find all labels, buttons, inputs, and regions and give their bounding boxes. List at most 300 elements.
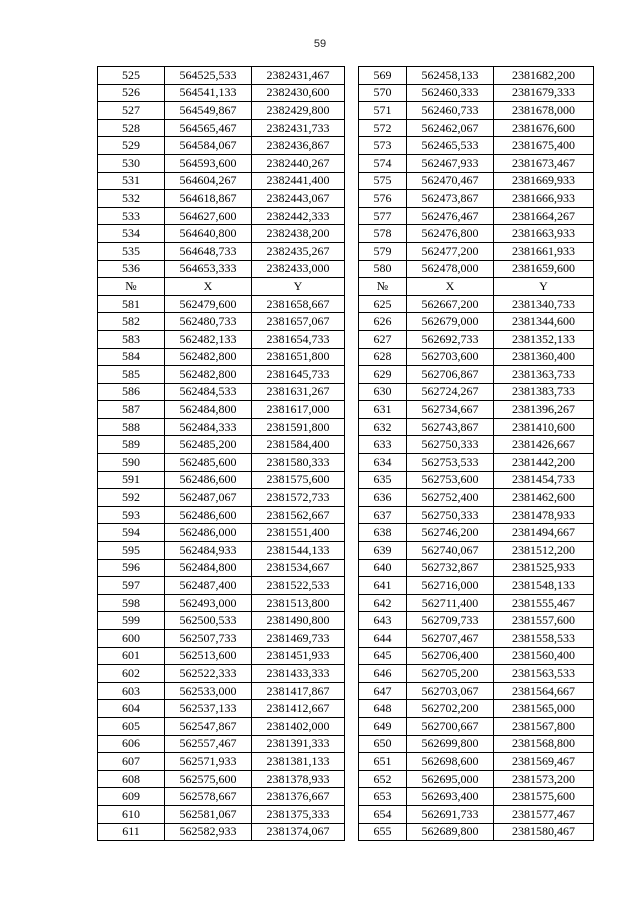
x-coordinate-cell: 564604,267 — [165, 172, 252, 190]
column-gap — [345, 753, 359, 771]
column-gap — [345, 489, 359, 507]
table-row — [98, 366, 594, 384]
y-coordinate-cell: 2381567,800 — [494, 717, 594, 735]
y-coordinate-cell: 2382436,867 — [252, 137, 345, 155]
point-number-cell: 646 — [359, 665, 407, 683]
column-gap — [345, 436, 359, 454]
point-number-cell: 641 — [359, 577, 407, 595]
point-number-cell: 634 — [359, 454, 407, 472]
point-number-cell: 605 — [98, 717, 165, 735]
point-number-cell: 575 — [359, 172, 407, 190]
y-coordinate-cell: 2381676,600 — [494, 119, 594, 137]
point-number-cell: 573 — [359, 137, 407, 155]
column-gap — [345, 154, 359, 172]
column-gap — [345, 401, 359, 419]
table-row — [98, 330, 594, 348]
point-number-cell: 529 — [98, 137, 165, 155]
x-coordinate-cell: 562487,400 — [165, 577, 252, 595]
y-coordinate-cell: 2381490,800 — [252, 612, 345, 630]
x-coordinate-cell: 562484,800 — [165, 559, 252, 577]
point-number-cell: 630 — [359, 383, 407, 401]
point-number-cell: 611 — [98, 823, 165, 841]
column-gap — [345, 119, 359, 137]
x-coordinate-cell: 562462,067 — [407, 119, 494, 137]
y-coordinate-cell: 2381575,600 — [494, 788, 594, 806]
table-row — [98, 119, 594, 137]
point-number-cell: 580 — [359, 260, 407, 278]
point-number-cell: 590 — [98, 454, 165, 472]
column-gap — [345, 700, 359, 718]
y-coordinate-cell: 2382431,733 — [252, 119, 345, 137]
y-coordinate-cell: 2382438,200 — [252, 225, 345, 243]
page-number: 59 — [313, 38, 327, 50]
x-coordinate-cell: 562476,467 — [407, 207, 494, 225]
x-coordinate-cell: 562698,600 — [407, 753, 494, 771]
x-coordinate-cell: 562460,733 — [407, 102, 494, 120]
column-gap — [345, 313, 359, 331]
y-coordinate-cell: 2381513,800 — [252, 594, 345, 612]
column-gap — [345, 805, 359, 823]
y-coordinate-cell: 2382442,333 — [252, 207, 345, 225]
y-coordinate-cell: 2381682,200 — [494, 67, 594, 85]
point-number-cell: 577 — [359, 207, 407, 225]
x-coordinate-cell: 562667,200 — [407, 295, 494, 313]
point-number-cell: 653 — [359, 788, 407, 806]
column-gap — [345, 242, 359, 260]
point-number-cell: 633 — [359, 436, 407, 454]
y-coordinate-cell: 2381657,067 — [252, 313, 345, 331]
y-coordinate-cell: 2381560,400 — [494, 647, 594, 665]
column-gap — [345, 823, 359, 841]
y-coordinate-cell: 2381557,600 — [494, 612, 594, 630]
x-coordinate-cell: 562753,600 — [407, 471, 494, 489]
y-coordinate-cell: 2382443,067 — [252, 190, 345, 208]
x-coordinate-cell: 562537,133 — [165, 700, 252, 718]
x-coordinate-cell: 562743,867 — [407, 418, 494, 436]
column-gap — [345, 418, 359, 436]
y-coordinate-cell: 2381664,267 — [494, 207, 594, 225]
x-coordinate-cell: 562484,533 — [165, 383, 252, 401]
point-number-cell: 610 — [98, 805, 165, 823]
table-row — [98, 612, 594, 630]
x-coordinate-cell: 562707,467 — [407, 630, 494, 648]
x-coordinate-cell: 562706,400 — [407, 647, 494, 665]
point-number-cell: 527 — [98, 102, 165, 120]
table-row — [98, 770, 594, 788]
y-coordinate-cell: 2381565,000 — [494, 700, 594, 718]
point-number-cell: 588 — [98, 418, 165, 436]
header-x-cell: X — [165, 278, 252, 296]
x-coordinate-cell: 564627,600 — [165, 207, 252, 225]
y-coordinate-cell: 2382430,600 — [252, 84, 345, 102]
x-coordinate-cell: 562740,067 — [407, 542, 494, 560]
table-row — [98, 805, 594, 823]
column-gap — [345, 577, 359, 595]
y-coordinate-cell: 2381469,733 — [252, 630, 345, 648]
table-row — [98, 524, 594, 542]
column-gap — [345, 559, 359, 577]
header-y-cell: Y — [252, 278, 345, 296]
x-coordinate-cell: 562482,800 — [165, 366, 252, 384]
y-coordinate-cell: 2381575,600 — [252, 471, 345, 489]
y-coordinate-cell: 2381658,667 — [252, 295, 345, 313]
point-number-cell: 584 — [98, 348, 165, 366]
table-row — [98, 630, 594, 648]
column-gap — [345, 471, 359, 489]
x-coordinate-cell: 562533,000 — [165, 682, 252, 700]
point-number-cell: 533 — [98, 207, 165, 225]
table-row — [98, 506, 594, 524]
x-coordinate-cell: 562732,867 — [407, 559, 494, 577]
point-number-cell: 607 — [98, 753, 165, 771]
table-row — [98, 207, 594, 225]
y-coordinate-cell: 2381631,267 — [252, 383, 345, 401]
column-gap — [345, 84, 359, 102]
x-coordinate-cell: 564653,333 — [165, 260, 252, 278]
point-number-cell: 603 — [98, 682, 165, 700]
x-coordinate-cell: 564549,867 — [165, 102, 252, 120]
point-number-cell: 578 — [359, 225, 407, 243]
table-row — [98, 67, 594, 85]
point-number-cell: 571 — [359, 102, 407, 120]
x-coordinate-cell: 562482,133 — [165, 330, 252, 348]
point-number-cell: 636 — [359, 489, 407, 507]
column-gap — [345, 542, 359, 560]
y-coordinate-cell: 2381412,667 — [252, 700, 345, 718]
point-number-cell: 583 — [98, 330, 165, 348]
point-number-cell: 640 — [359, 559, 407, 577]
point-number-cell: 592 — [98, 489, 165, 507]
y-coordinate-cell: 2381663,933 — [494, 225, 594, 243]
y-coordinate-cell: 2381568,800 — [494, 735, 594, 753]
table-row — [98, 84, 594, 102]
point-number-cell: 530 — [98, 154, 165, 172]
x-coordinate-cell: 562752,400 — [407, 489, 494, 507]
table-row — [98, 489, 594, 507]
point-number-cell: 579 — [359, 242, 407, 260]
x-coordinate-cell: 562477,200 — [407, 242, 494, 260]
x-coordinate-cell: 562470,467 — [407, 172, 494, 190]
table-row — [98, 788, 594, 806]
point-number-cell: 532 — [98, 190, 165, 208]
column-gap — [345, 225, 359, 243]
y-coordinate-cell: 2381669,933 — [494, 172, 594, 190]
table-row — [98, 225, 594, 243]
x-coordinate-cell: 562750,333 — [407, 436, 494, 454]
table-row — [98, 559, 594, 577]
y-coordinate-cell: 2381679,333 — [494, 84, 594, 102]
y-coordinate-cell: 2381577,467 — [494, 805, 594, 823]
column-gap — [345, 102, 359, 120]
y-coordinate-cell: 2382440,267 — [252, 154, 345, 172]
y-coordinate-cell: 2381376,667 — [252, 788, 345, 806]
y-coordinate-cell: 2381651,800 — [252, 348, 345, 366]
y-coordinate-cell: 2381563,533 — [494, 665, 594, 683]
column-gap — [345, 67, 359, 85]
point-number-cell: 581 — [98, 295, 165, 313]
y-coordinate-cell: 2381675,400 — [494, 137, 594, 155]
column-gap — [345, 190, 359, 208]
column-gap — [345, 647, 359, 665]
table-row — [98, 137, 594, 155]
table-row — [98, 717, 594, 735]
x-coordinate-cell: 562578,667 — [165, 788, 252, 806]
point-number-cell: 582 — [98, 313, 165, 331]
point-number-cell: 606 — [98, 735, 165, 753]
y-coordinate-cell: 2381645,733 — [252, 366, 345, 384]
table-row — [98, 735, 594, 753]
point-number-cell: 651 — [359, 753, 407, 771]
point-number-cell: 626 — [359, 313, 407, 331]
x-coordinate-cell: 562473,867 — [407, 190, 494, 208]
x-coordinate-cell: 562724,267 — [407, 383, 494, 401]
table-row — [98, 577, 594, 595]
y-coordinate-cell: 2381462,600 — [494, 489, 594, 507]
y-coordinate-cell: 2381410,600 — [494, 418, 594, 436]
column-gap — [345, 172, 359, 190]
x-coordinate-cell: 562479,600 — [165, 295, 252, 313]
column-gap — [345, 330, 359, 348]
point-number-cell: 650 — [359, 735, 407, 753]
x-coordinate-cell: 562486,000 — [165, 524, 252, 542]
y-coordinate-cell: 2381426,667 — [494, 436, 594, 454]
header-x-cell: X — [407, 278, 494, 296]
point-number-cell: 525 — [98, 67, 165, 85]
x-coordinate-cell: 562485,200 — [165, 436, 252, 454]
y-coordinate-cell: 2381678,000 — [494, 102, 594, 120]
table-row — [98, 471, 594, 489]
point-number-cell: 644 — [359, 630, 407, 648]
x-coordinate-cell: 564541,133 — [165, 84, 252, 102]
y-coordinate-cell: 2381352,133 — [494, 330, 594, 348]
y-coordinate-cell: 2381374,067 — [252, 823, 345, 841]
table-row — [98, 542, 594, 560]
point-number-cell: 526 — [98, 84, 165, 102]
column-gap — [345, 506, 359, 524]
x-coordinate-cell: 564648,733 — [165, 242, 252, 260]
y-coordinate-cell: 2382433,000 — [252, 260, 345, 278]
column-gap — [345, 788, 359, 806]
x-coordinate-cell: 562703,600 — [407, 348, 494, 366]
column-gap — [345, 366, 359, 384]
y-coordinate-cell: 2381451,933 — [252, 647, 345, 665]
x-coordinate-cell: 562485,600 — [165, 454, 252, 472]
x-coordinate-cell: 562699,800 — [407, 735, 494, 753]
column-gap — [345, 682, 359, 700]
y-coordinate-cell: 2381673,467 — [494, 154, 594, 172]
column-gap — [345, 207, 359, 225]
x-coordinate-cell: 562692,733 — [407, 330, 494, 348]
table-header-row — [98, 278, 594, 296]
table-row — [98, 190, 594, 208]
y-coordinate-cell: 2381391,333 — [252, 735, 345, 753]
y-coordinate-cell: 2381564,667 — [494, 682, 594, 700]
y-coordinate-cell: 2381433,333 — [252, 665, 345, 683]
x-coordinate-cell: 562557,467 — [165, 735, 252, 753]
point-number-cell: 608 — [98, 770, 165, 788]
column-gap — [345, 594, 359, 612]
table-row — [98, 665, 594, 683]
x-coordinate-cell: 562547,867 — [165, 717, 252, 735]
y-coordinate-cell: 2381591,800 — [252, 418, 345, 436]
x-coordinate-cell: 562480,733 — [165, 313, 252, 331]
point-number-cell: 597 — [98, 577, 165, 595]
point-number-cell: 648 — [359, 700, 407, 718]
x-coordinate-cell: 562746,200 — [407, 524, 494, 542]
y-coordinate-cell: 2382441,400 — [252, 172, 345, 190]
x-coordinate-cell: 562486,600 — [165, 471, 252, 489]
y-coordinate-cell: 2381344,600 — [494, 313, 594, 331]
point-number-cell: 595 — [98, 542, 165, 560]
point-number-cell: 654 — [359, 805, 407, 823]
x-coordinate-cell: 562486,600 — [165, 506, 252, 524]
y-coordinate-cell: 2381580,333 — [252, 454, 345, 472]
x-coordinate-cell: 562476,800 — [407, 225, 494, 243]
x-coordinate-cell: 562581,067 — [165, 805, 252, 823]
y-coordinate-cell: 2381525,933 — [494, 559, 594, 577]
y-coordinate-cell: 2381363,733 — [494, 366, 594, 384]
y-coordinate-cell: 2381548,133 — [494, 577, 594, 595]
x-coordinate-cell: 562693,400 — [407, 788, 494, 806]
point-number-cell: 601 — [98, 647, 165, 665]
table-row — [98, 172, 594, 190]
column-gap — [345, 665, 359, 683]
point-number-cell: 528 — [98, 119, 165, 137]
table-row — [98, 454, 594, 472]
x-coordinate-cell: 564618,867 — [165, 190, 252, 208]
y-coordinate-cell: 2381454,733 — [494, 471, 594, 489]
table-row — [98, 295, 594, 313]
table-row — [98, 823, 594, 841]
x-coordinate-cell: 562716,000 — [407, 577, 494, 595]
x-coordinate-cell: 564565,467 — [165, 119, 252, 137]
point-number-cell: 637 — [359, 506, 407, 524]
y-coordinate-cell: 2381360,400 — [494, 348, 594, 366]
point-number-cell: 638 — [359, 524, 407, 542]
column-gap — [345, 735, 359, 753]
point-number-cell: 596 — [98, 559, 165, 577]
point-number-cell: 593 — [98, 506, 165, 524]
x-coordinate-cell: 562484,333 — [165, 418, 252, 436]
x-coordinate-cell: 562702,200 — [407, 700, 494, 718]
point-number-cell: 599 — [98, 612, 165, 630]
point-number-cell: 576 — [359, 190, 407, 208]
point-number-cell: 600 — [98, 630, 165, 648]
y-coordinate-cell: 2381572,733 — [252, 489, 345, 507]
point-number-cell: 647 — [359, 682, 407, 700]
x-coordinate-cell: 562460,333 — [407, 84, 494, 102]
coordinates-table — [97, 66, 594, 841]
column-gap — [345, 348, 359, 366]
y-coordinate-cell: 2381562,667 — [252, 506, 345, 524]
header-number-cell: № — [98, 278, 165, 296]
column-gap — [345, 717, 359, 735]
y-coordinate-cell: 2381617,000 — [252, 401, 345, 419]
column-gap — [345, 278, 359, 296]
x-coordinate-cell: 562705,200 — [407, 665, 494, 683]
x-coordinate-cell: 562709,733 — [407, 612, 494, 630]
point-number-cell: 589 — [98, 436, 165, 454]
table-row — [98, 260, 594, 278]
point-number-cell: 594 — [98, 524, 165, 542]
x-coordinate-cell: 562691,733 — [407, 805, 494, 823]
y-coordinate-cell: 2381402,000 — [252, 717, 345, 735]
y-coordinate-cell: 2381378,933 — [252, 770, 345, 788]
point-number-cell: 572 — [359, 119, 407, 137]
point-number-cell: 627 — [359, 330, 407, 348]
point-number-cell: 535 — [98, 242, 165, 260]
y-coordinate-cell: 2381381,133 — [252, 753, 345, 771]
x-coordinate-cell: 562500,533 — [165, 612, 252, 630]
point-number-cell: 628 — [359, 348, 407, 366]
x-coordinate-cell: 562458,133 — [407, 67, 494, 85]
x-coordinate-cell: 562734,667 — [407, 401, 494, 419]
point-number-cell: 635 — [359, 471, 407, 489]
x-coordinate-cell: 562575,600 — [165, 770, 252, 788]
x-coordinate-cell: 562507,733 — [165, 630, 252, 648]
y-coordinate-cell: 2382431,467 — [252, 67, 345, 85]
y-coordinate-cell: 2381584,400 — [252, 436, 345, 454]
x-coordinate-cell: 562711,400 — [407, 594, 494, 612]
y-coordinate-cell: 2381534,667 — [252, 559, 345, 577]
table-row — [98, 753, 594, 771]
point-number-cell: 570 — [359, 84, 407, 102]
column-gap — [345, 612, 359, 630]
y-coordinate-cell: 2381661,933 — [494, 242, 594, 260]
table-row — [98, 647, 594, 665]
table-row — [98, 102, 594, 120]
y-coordinate-cell: 2381375,333 — [252, 805, 345, 823]
y-coordinate-cell: 2381544,133 — [252, 542, 345, 560]
header-y-cell: Y — [494, 278, 594, 296]
x-coordinate-cell: 562679,000 — [407, 313, 494, 331]
x-coordinate-cell: 562571,933 — [165, 753, 252, 771]
x-coordinate-cell: 562700,667 — [407, 717, 494, 735]
column-gap — [345, 524, 359, 542]
y-coordinate-cell: 2381555,467 — [494, 594, 594, 612]
y-coordinate-cell: 2381580,467 — [494, 823, 594, 841]
x-coordinate-cell: 562467,933 — [407, 154, 494, 172]
x-coordinate-cell: 562487,067 — [165, 489, 252, 507]
y-coordinate-cell: 2381494,667 — [494, 524, 594, 542]
column-gap — [345, 260, 359, 278]
table-row — [98, 348, 594, 366]
table-row — [98, 401, 594, 419]
x-coordinate-cell: 562706,867 — [407, 366, 494, 384]
table-row — [98, 383, 594, 401]
y-coordinate-cell: 2382435,267 — [252, 242, 345, 260]
x-coordinate-cell: 562522,333 — [165, 665, 252, 683]
point-number-cell: 587 — [98, 401, 165, 419]
point-number-cell: 652 — [359, 770, 407, 788]
x-coordinate-cell: 562695,000 — [407, 770, 494, 788]
point-number-cell: 632 — [359, 418, 407, 436]
x-coordinate-cell: 562478,000 — [407, 260, 494, 278]
x-coordinate-cell: 562465,533 — [407, 137, 494, 155]
y-coordinate-cell: 2381573,200 — [494, 770, 594, 788]
point-number-cell: 586 — [98, 383, 165, 401]
header-number-cell: № — [359, 278, 407, 296]
point-number-cell: 643 — [359, 612, 407, 630]
column-gap — [345, 630, 359, 648]
table-row — [98, 594, 594, 612]
table-row — [98, 313, 594, 331]
x-coordinate-cell: 564593,600 — [165, 154, 252, 172]
x-coordinate-cell: 562703,067 — [407, 682, 494, 700]
x-coordinate-cell: 564584,067 — [165, 137, 252, 155]
y-coordinate-cell: 2381340,733 — [494, 295, 594, 313]
point-number-cell: 534 — [98, 225, 165, 243]
